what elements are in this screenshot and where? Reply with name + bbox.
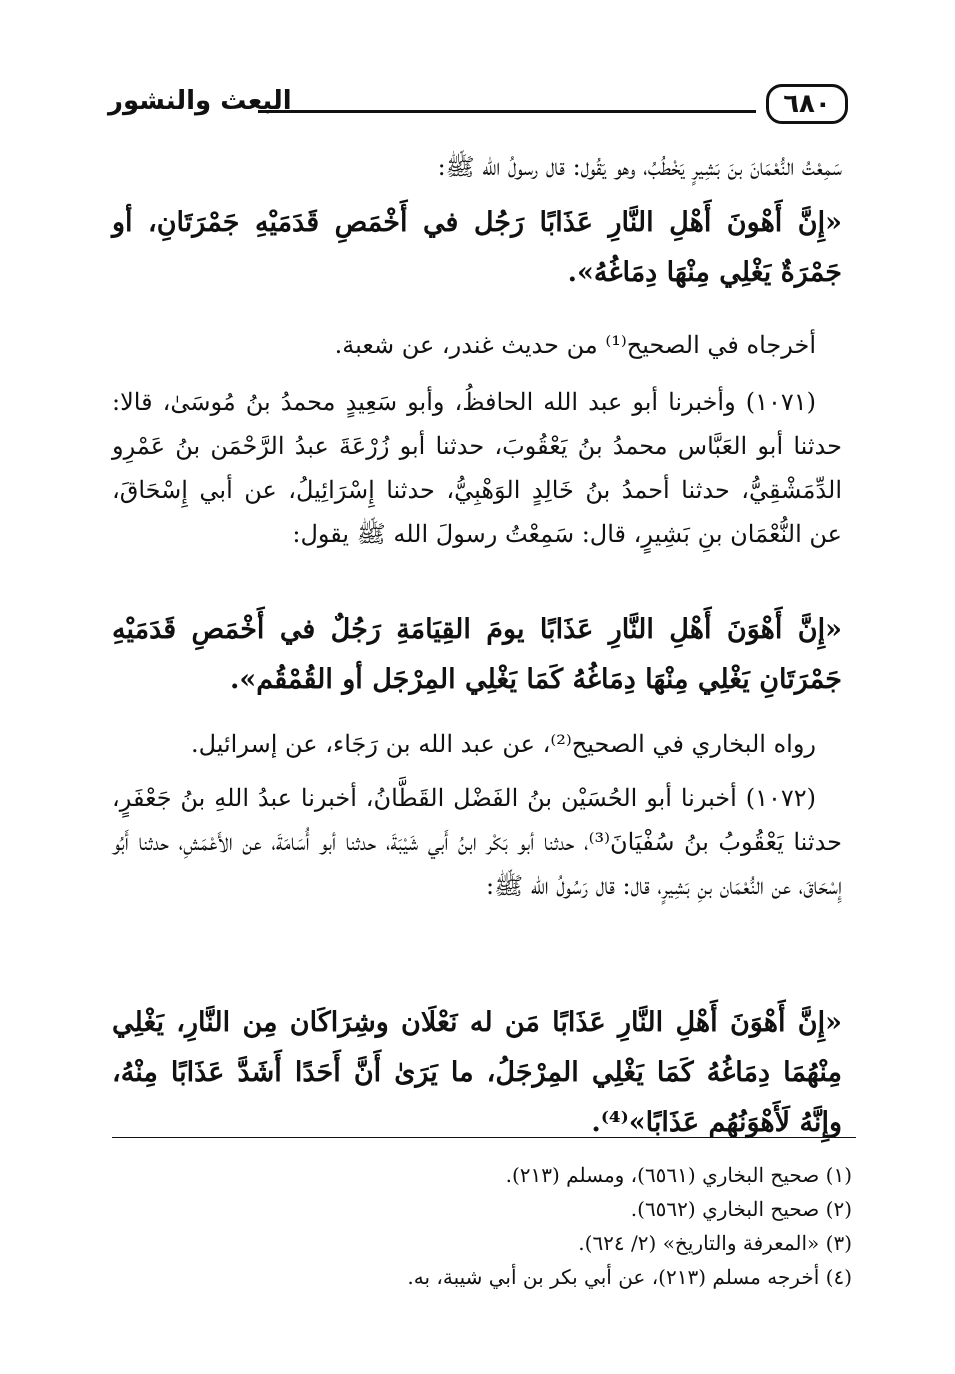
footnote-1: (١) صحيح البخاري (٦٥٦١)، ومسلم (٢١٣). (505, 1163, 852, 1187)
footnote-4: (٤) أخرجه مسلم (٢١٣)، عن أبي بكر بن أبي شيبة، به. (407, 1265, 852, 1289)
hadith-text-2: «إِنَّ أَهْوَنَ أَهْلِ النَّارِ عَذَابًا يومَ القِيَامَةِ رَجُلٌ في أَخْمَصِ قَدَمَيْهِ جَمْرَتَانِ يَغْلِي مِنْهَا دِمَاغُهُ كَمَا يَغْلِي المِرْجَل أو القُمْقُم». (112, 614, 842, 695)
footnote-separator (112, 1137, 856, 1138)
paragraph-isnad-1072: (١٠٧٢) أخبرنا أبو الحُسَيْن بنُ الفَضْل القَطَّانُ، أخبرنا عبدُ اللهِ بنُ جَعْفَرٍ، حدثنا يَعْقُوبُ بنُ سُفْيَانَ⁽³⁾، حدثنا أبو بَكْر ابنُ أَبي شَيْبَةَ، حدثنا أبو أُسَامَةَ، عن الأَعْمَشِ، حدثنا أَبُو إِسْحَاقَ، عن النُّعْمَان بنِ بَشِيرٍ، قال: قال رَسُولُ الله ﷺ: (112, 784, 843, 900)
paragraph-takhrij-2: رواه البخاري في الصحيح⁽²⁾، عن عبد الله بن رَجَاء، عن إسرائيل. (190, 730, 816, 758)
header-rule (258, 110, 756, 113)
hadith-text-3: «إِنَّ أَهْوَنَ أَهْلِ النَّارِ عَذَابًا مَن له نَعْلَان وشِرَاكَان مِن النَّارِ، يَغْلِي مِنْهُمَا دِمَاغُهُ كَمَا يَغْلِي المِرْجَلُ، ما يَرَىٰ أَنَّ أَحَدًا أَشَدَّ عَذَابًا مِنْهُ، وإِنَّهُ لَأَهْوَنُهُم عَذَابًا»⁽⁴⁾. (112, 1007, 842, 1138)
footnote-3: (٣) «المعرفة والتاريخ» (٢/ ٦٢٤). (578, 1231, 852, 1255)
hadith-text-1: «إِنَّ أَهْونَ أَهْلِ النَّارِ عَذَابًا رَجُل في أَخْمَصِ قَدَمَيْهِ جَمْرَتَانِ، أو جَمْرَةٌ يَغْلِي مِنْهَا دِمَاغُهُ». (112, 207, 842, 288)
book-title: البعث والنشور (108, 86, 292, 116)
paragraph-isnad-1071: (١٠٧١) وأخبرنا أبو عبد الله الحافظُ، وأبو سَعِيدٍ محمدُ بنُ مُوسَىٰ، قالا: حدثنا أبو العَبَّاس محمدُ بنُ يَعْقُوبَ، حدثنا أبو زُرْعَةَ عبدُ الرَّحْمَن بنُ عَمْرِو الدِّمَشْقِيُّ، حدثنا أحمدُ بنُ خَالِدٍ الوَهْبِيُّ، حدثنا إِسْرَائِيلُ، عن أبي إِسْحَاقَ، عن النُّعْمَان بنِ بَشِيرٍ، قال: سَمِعْتُ رسولَ الله ﷺ يقول: (112, 388, 842, 548)
footnote-2: (٢) صحيح البخاري (٦٥٦٢). (630, 1197, 852, 1221)
running-header (108, 84, 848, 130)
paragraph-intro: سَمِعْتُ النُّعْمَانَ بنَ بَشِيرٍ يَخْطُبُ، وهو يَقُول: قال رسولُ الله ﷺ: (437, 153, 842, 181)
paragraph-takhrij-1: أخرجاه في الصحيح⁽¹⁾ من حديث غندر، عن شعبة. (334, 331, 816, 359)
page-number: ٦٨٠ (766, 84, 848, 124)
